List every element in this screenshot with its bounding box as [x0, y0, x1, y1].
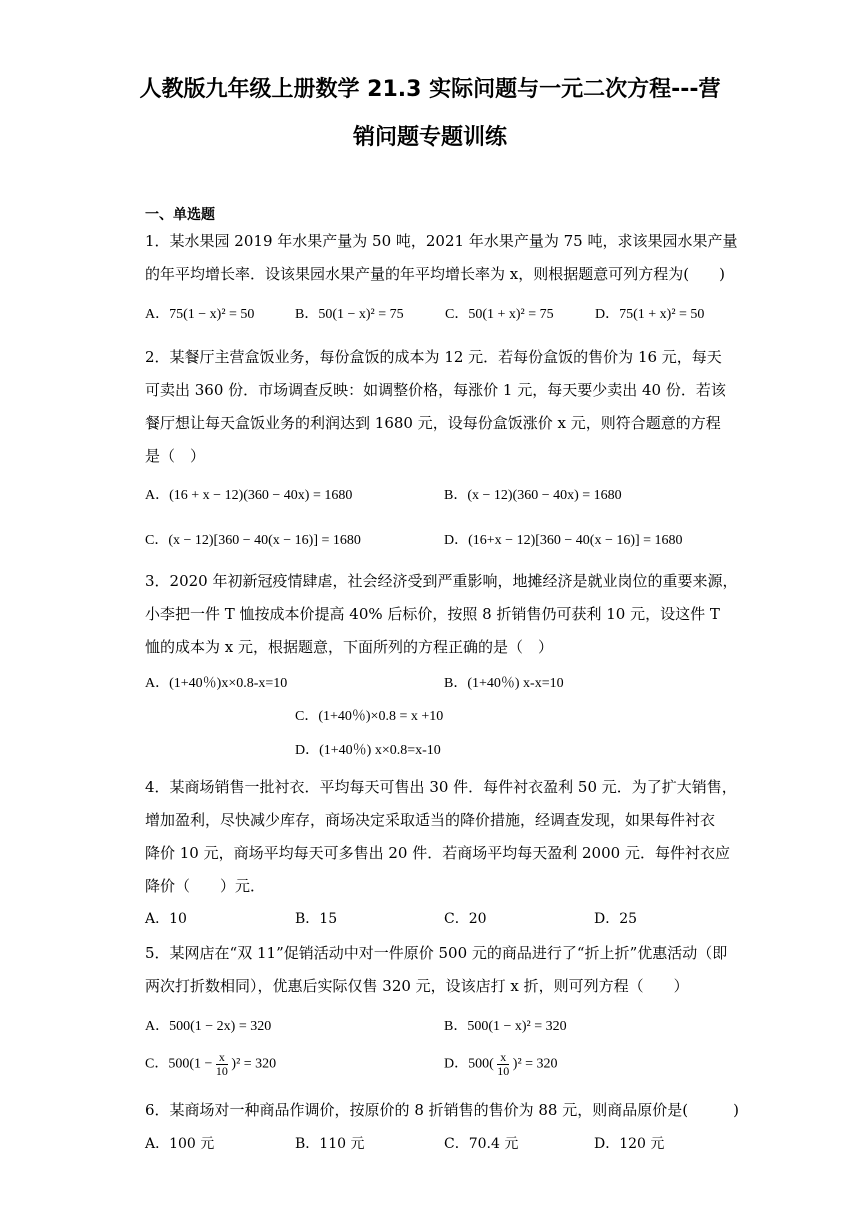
option-d: D．75(1 + x)² = 50 [595, 307, 705, 322]
option-a: A．500(1 − 2x) = 320 [145, 1019, 272, 1034]
page-title-line-2: 销问题专题训练 [352, 125, 507, 150]
fraction [216, 1051, 228, 1078]
question-text: 可卖出 360 份．市场调查反映：如调整价格，每涨价 1 元，每天要少卖出 40 份．若该 [145, 381, 726, 399]
option-b: B．500(1 − x)² = 320 [444, 1019, 567, 1034]
question-text: 是（ ） [145, 447, 206, 465]
question-text: 6．某商场对一种商品作调价，按原价的 8 折销售的售价为 88 元，则商品原价是( ) [145, 1101, 739, 1119]
option-c-prefix: C．500(1 − [145, 1056, 213, 1072]
question-text: 小李把一件 T 恤按成本价提高 40% 后标价，按照 8 折销售仍可获利 10 元，设这件 T [145, 605, 720, 623]
question-text: 3．2020 年初新冠疫情肆虐，社会经济受到严重影响，地摊经济是就业岗位的重要来源， [145, 572, 738, 590]
option-c-suffix: )² = 320 [231, 1056, 277, 1072]
section-heading: 一、单选题 [145, 207, 215, 223]
option-c: C．70.4 元 [444, 1136, 519, 1152]
option-a: A．100 元 [145, 1136, 215, 1152]
option-d [444, 1051, 558, 1078]
fraction-numerator: x [500, 1050, 507, 1064]
question-text: 餐厅想让每天盒饭业务的利润达到 1680 元，设每份盒饭涨价 x 元，则符合题意的方程 [145, 414, 721, 432]
option-c: C．(x − 12)[360 − 40(x − 16)] = 1680 [145, 533, 361, 548]
option-d-prefix: D．500( [444, 1056, 494, 1072]
option-d-suffix: )² = 320 [512, 1056, 558, 1072]
fraction-denominator: 10 [497, 1064, 510, 1078]
page-title-line-1: 人教版九年级上册数学 21.3 实际问题与一元二次方程---营 [139, 77, 721, 102]
question-text: 两次打折数相同），优惠后实际仅售 320 元，设该店打 x 折，则可列方程（ ） [145, 977, 689, 995]
question-text: 1．某水果园 2019 年水果产量为 50 吨，2021 年水果产量为 75 吨，求该果园水果产量 [145, 232, 738, 250]
option-b: B．110 元 [295, 1136, 365, 1152]
question-text: 4．某商场销售一批衬衣．平均每天可售出 30 件．每件衬衣盈利 50 元．为了扩大销售， [145, 778, 737, 796]
option-d: D．(16+x − 12)[360 − 40(x − 16)] = 1680 [444, 533, 683, 548]
question-text: 5．某网店在“双 11”促销活动中对一件原价 500 元的商品进行了“折上折”优惠活动（即 [145, 944, 728, 962]
question-text: 2．某餐厅主营盒饭业务，每份盒饭的成本为 12 元．若每份盒饭的售价为 16 元，每天 [145, 348, 722, 366]
option-d: D．25 [594, 911, 638, 927]
option-a: A．(1+40％)x×0.8-x=10 [145, 676, 288, 691]
option-a: A．(16 + x − 12)(360 − 40x) = 1680 [145, 488, 353, 503]
option-c: C．20 [444, 911, 487, 927]
question-text: 的年平均增长率．设该果园水果产量的年平均增长率为 x，则根据题意可列方程为( ) [145, 265, 725, 283]
option-a: A．10 [145, 911, 187, 927]
option-c: C．50(1 + x)² = 75 [445, 307, 554, 322]
fraction [497, 1051, 509, 1078]
option-b: B．50(1 − x)² = 75 [295, 307, 404, 322]
option-d: D．(1+40％) x×0.8=x-10 [295, 743, 441, 758]
option-c: C．(1+40％)×0.8 = x +10 [295, 709, 444, 724]
question-text: 增加盈利，尽快减少库存，商场决定采取适当的降价措施，经调查发现，如果每件衬衣 [145, 811, 716, 829]
fraction-numerator: x [218, 1050, 225, 1064]
option-a: A．75(1 − x)² = 50 [145, 307, 255, 322]
option-b: B．(1+40％) x-x=10 [444, 676, 564, 691]
option-d: D．120 元 [594, 1136, 665, 1152]
question-text: 降价 10 元，商场平均每天可多售出 20 件．若商场平均每天盈利 2000 元．每件衬衣应 [145, 844, 730, 862]
option-c [145, 1051, 276, 1078]
question-text: 降价（ ）元． [145, 877, 266, 895]
fraction-denominator: 10 [215, 1064, 228, 1078]
question-text: 恤的成本为 x 元，根据题意，下面所列的方程正确的是（ ） [145, 638, 553, 656]
option-b: B．(x − 12)(360 − 40x) = 1680 [444, 488, 622, 503]
option-b: B．15 [295, 911, 338, 927]
